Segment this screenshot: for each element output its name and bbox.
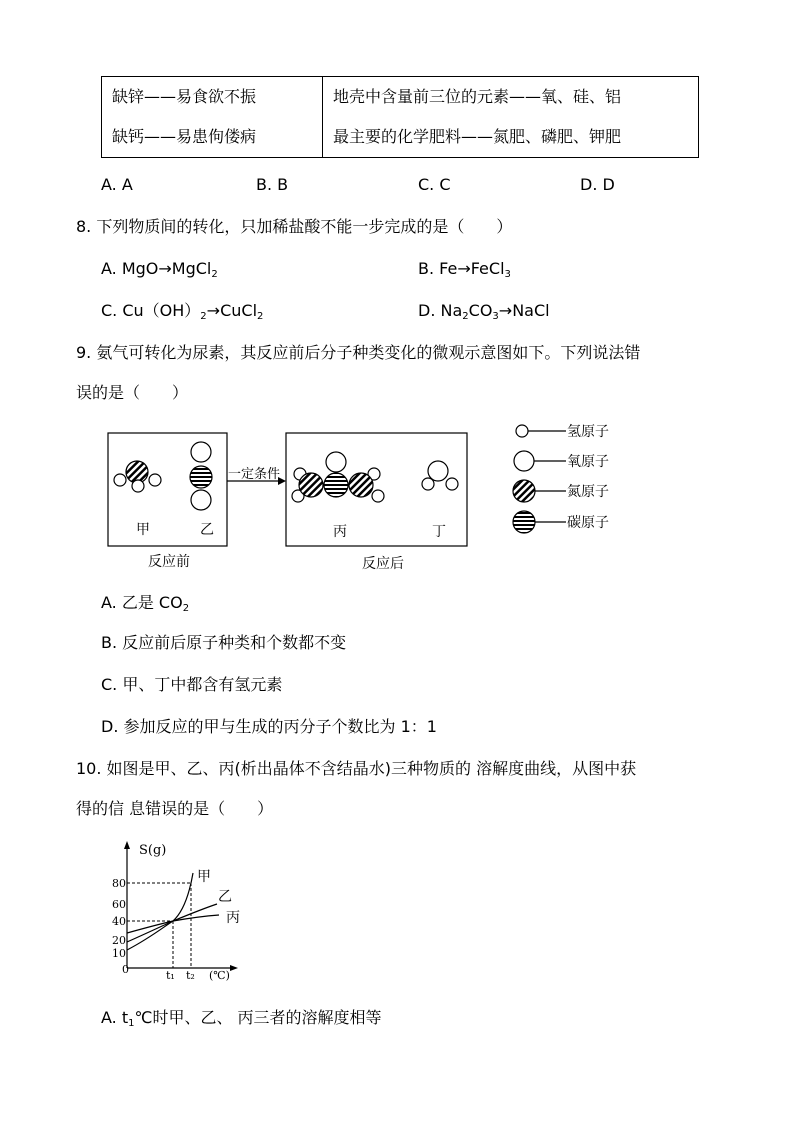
legend-nitrogen: 氮原子 (567, 484, 609, 500)
q8-stem: 8. 下列物质间的转化，只加稀盐酸不能一步完成的是（ ） (76, 217, 513, 236)
q9-option-a[interactable]: A. 乙是 $CO_2$ (101, 593, 190, 614)
q9-stem-line1: 9. 氨气可转化为尿素，其反应前后分子种类变化的微观示意图如下。下列说法错 (76, 343, 641, 362)
table-text: 缺锌——易食欲不振 (112, 87, 257, 106)
legend-carbon: 碳原子 (567, 515, 609, 531)
x-unit: (℃) (209, 969, 230, 982)
q9-option-b[interactable]: B. 反应前后原子种类和个数都不变 (101, 633, 347, 652)
y-tick: 60 (112, 898, 126, 911)
table-text: 地壳中含量前三位的元素——氧、硅、铝 (333, 87, 622, 106)
q8-option-d[interactable]: D. $Na_2CO_3\to NaCl$ (418, 301, 550, 322)
y-axis-label: S(g) (139, 843, 167, 858)
q10-option-a[interactable]: A. $t_1℃$时甲、乙、 丙三者的溶解度相等 (101, 1008, 382, 1029)
legend-hydrogen: 氢原子 (567, 424, 609, 440)
legend (513, 424, 609, 533)
label-after: 反应后 (362, 556, 404, 572)
solubility-chart (105, 838, 255, 983)
table-text: 最主要的化学肥料——氮肥、磷肥、钾肥 (333, 127, 622, 146)
curve-jia (127, 873, 193, 950)
molecule-diagram (100, 420, 660, 580)
q9-option-d[interactable]: D. 参加反应的甲与生成的丙分子个数比为 1：1 (101, 717, 437, 736)
series-label-yi: 乙 (218, 889, 232, 905)
series-label-jia: 甲 (197, 869, 211, 885)
label-yi: 乙 (200, 522, 214, 538)
table-text: 缺钙——易患佝偻病 (112, 127, 257, 146)
molecule-ding (422, 461, 458, 490)
q8-option-c[interactable]: C. $Cu(OH)_2\to CuCl_2$ (101, 301, 264, 322)
label-jia: 甲 (136, 522, 150, 538)
info-table (101, 76, 699, 158)
origin-label: 0 (122, 963, 129, 976)
label-bing: 丙 (333, 524, 347, 540)
q9-stem-line2: 误的是（ ） (76, 383, 189, 402)
label-ding: 丁 (432, 524, 446, 540)
x-tick: t₁ (166, 969, 175, 982)
q10-stem-line1: 10. 如图是甲、乙、丙(析出晶体不含结晶水)三种物质的 溶解度曲线，从图中获 (76, 759, 637, 778)
molecule-yi (190, 442, 212, 510)
q8-option-b[interactable]: B. Fe→FeCl$_3$ (418, 259, 511, 280)
q10-stem-line2: 得的信 息错误的是（ ） (76, 799, 274, 818)
series-label-bing: 丙 (226, 910, 240, 926)
y-tick: 40 (112, 915, 126, 928)
q7-option-c[interactable]: C. C (418, 175, 451, 194)
table-cell-right (323, 77, 699, 158)
molecule-jia (114, 461, 161, 492)
molecule-bing (292, 452, 384, 502)
label-before: 反应前 (148, 554, 190, 570)
q9-option-c[interactable]: C. 甲、丁中都含有氢元素 (101, 675, 283, 694)
curve-yi (127, 904, 217, 942)
x-tick: t₂ (186, 969, 195, 982)
y-tick: 20 (112, 934, 126, 947)
reaction-condition: 一定条件 (228, 467, 281, 482)
q8-option-a[interactable]: A. MgO→MgCl$_2$ (101, 259, 218, 280)
table-cell-left (102, 77, 323, 158)
legend-oxygen: 氧原子 (567, 454, 609, 470)
y-tick: 80 (112, 877, 126, 890)
y-tick: 10 (112, 947, 126, 960)
q7-option-a[interactable]: A. A (101, 175, 133, 194)
q7-option-b[interactable]: B. B (256, 175, 289, 194)
q7-option-d[interactable]: D. D (580, 175, 615, 194)
